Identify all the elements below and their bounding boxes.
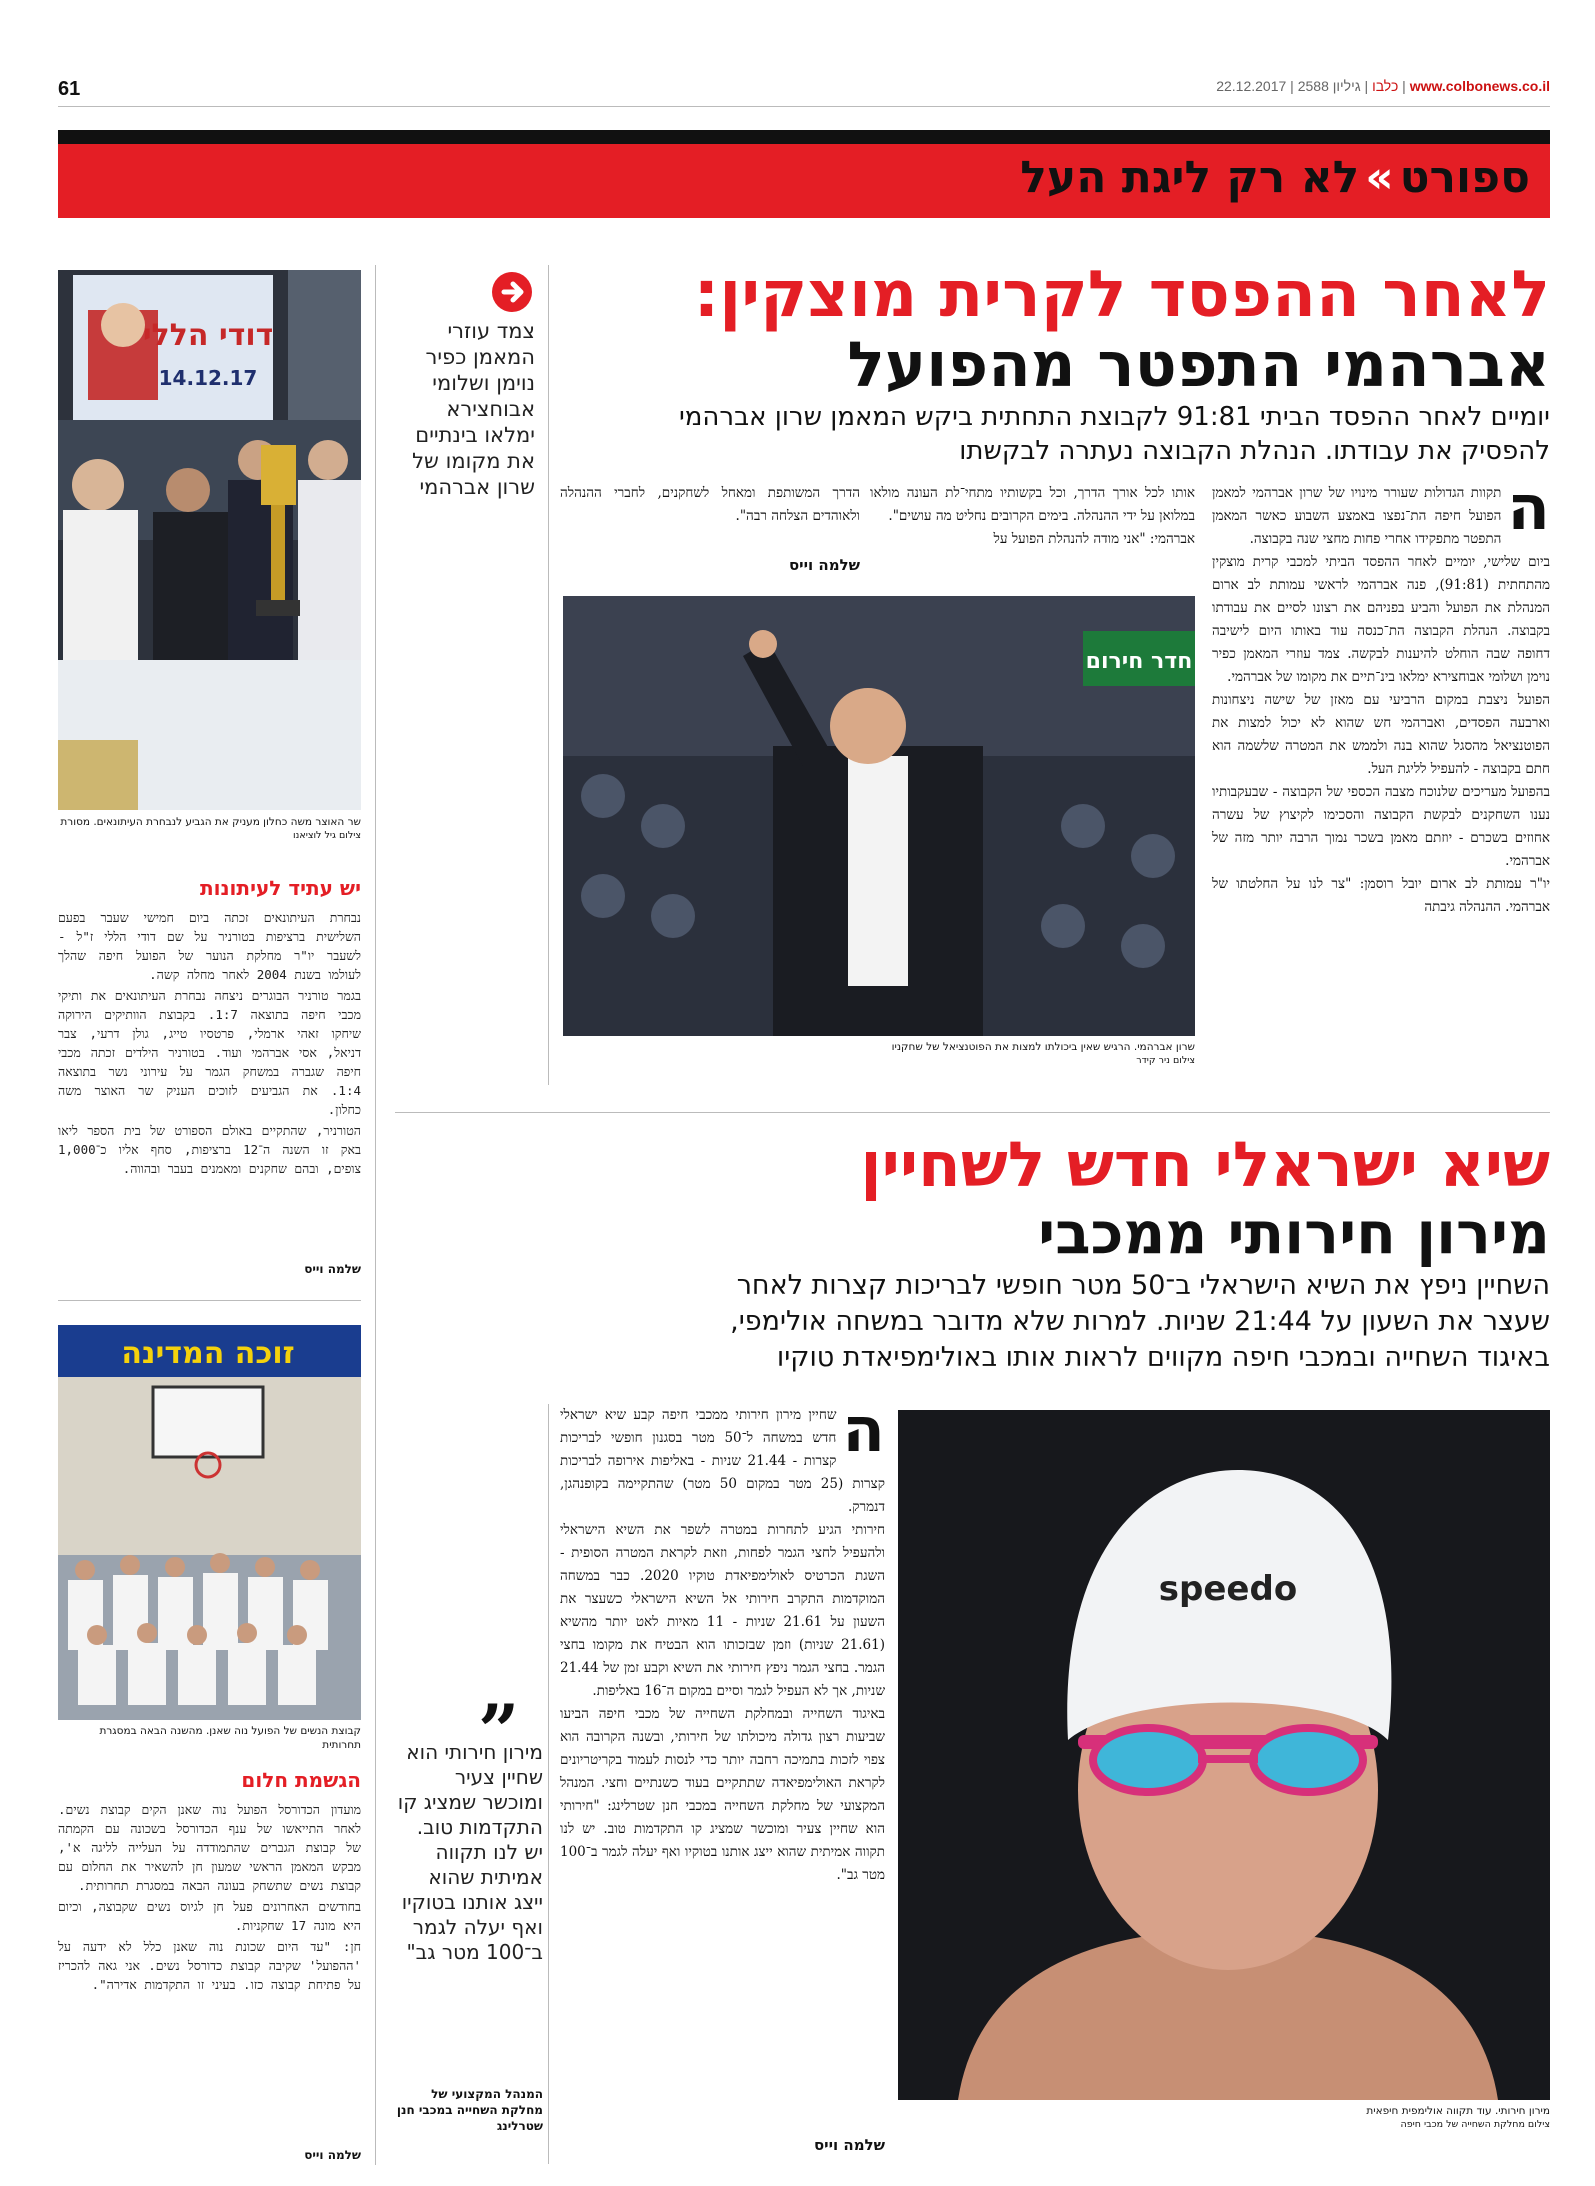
article1-column-2 <box>870 482 1195 551</box>
paragraph: שחיין מירון חירותי ממכבי חיפה קבע שיא ישראלי חדש במשחה ל־50 מטר בסגנון חופשי לבריכות קצרות - 21.44 שניות - באליפות אירופה לבריכות קצרות (25 מטר במקום 50 מטר) שהתקיימה בקופנהגן, דנמרק. <box>560 1407 885 1515</box>
gym-sign-text: זוכה המדינה <box>121 1336 295 1371</box>
paragraph: אותו לכל אורך הדרך, וכל בקשותיו מתחי־לת העונה מולאו במלואן על ידי ההנהלה. בימים הקרובים נחליט מה עושים". <box>870 485 1195 524</box>
quote-mark-icon: „ <box>479 1647 521 1732</box>
article2-photo-caption <box>898 2104 1550 2132</box>
caption-text: מירון חירותי. עוד תקווה אולימפית חיפאית <box>1366 2105 1550 2117</box>
article2-pull-quote: מירון חירותי הוא שחיין צעיר ומוכשר שמציג קו התקדמות טוב. יש לנו תקווה אמיתית שהוא ייצג אותנו בטוקיו ואף יעלה לגמר ב־100 מטר גב" <box>397 1740 543 1964</box>
section-title <box>1020 152 1530 203</box>
paragraph: ביום שלישי, יומיים לאחר ההפסד הביתי למכבי קרית מוצקין מהתחתית (91:81), פנה אברהמי לראשי עמותת לב ארום המנהלת את הפועל והביע בפניהם את רצונו לסיים את עבודתו בקבוצה. הנהלת הקבוצה הת־כנסה עוד באותו היום לישיבה דחופה שבה הוחלט להיענות לבקשה. צמד עוזרי המאמן כפיר נוימן ושלומי אבוחצירא ימלאו בינ־תיים את מקומו של אברהמי. <box>1212 554 1550 685</box>
sidebar2-heading: הגשמת חלום <box>241 1768 361 1792</box>
dropcap: ה <box>842 1393 885 1466</box>
paragraph: באיגוד השחייה ובמחלקת השחייה של מכבי חיפה הביעו שביעות רצון גדולה מיכולתו של חירותי, ובשנה הקרובה הוא צפוי לזכות בתמיכה רחבה יותר כדי לנסות לעמוד בקריטריונים לקראת האולימפיאדה שתתקיים בעוד כשנתיים וחצי. המנהל המקצועי של מחלקת השחייה במכבי חנן שטרלינג: "חירותי הוא שחיין צעיר ומוכשר שמציג קו התקדמות טוב. יש לנו תקווה אמיתית שהוא ייצג אותנו בטוקיו ואף יעלה לגמר ב־100 מטר גב". <box>560 1706 885 1883</box>
paragraph: הפועל ניצבת במקום הרביעי עם מאזן של שישה ניצחונות וארבעה הפסדים, ואברהמי חש שהוא לא יכול למצות את הפוטנציאל מהסגל שהוא בנה ולממש את המטרה שלשמה הוא חתם בקבוצה - להעפיל לליגת העל. <box>1212 692 1550 777</box>
paragraph: תקוות הגדולות שעורר מינויו של שרון אברהמי למאמן הפועל חיפה הת־נפצו באמצע השבוע כאשר המאמן התפטר מתפקידו אחרי פחות מחצי שנה בקבוצה. <box>1212 485 1502 547</box>
paragraph: בגמר טורניר הבוגרים ניצחה נבחרת העיתונאים את ותיקי מכבי חיפה בתוצאה 1:7. בקבוצת הוותיקים הירוקה שיחקו זאהי ארמלי, פרטסיו טייג, גולן דרעי, צבר דניאל, אסי אברהמי ועוד. בטורניר הילדים זכתה מכבי חיפה שגברה במשחק הגמר על עירוני נשר בתוצאה 1:4. את הגביעים לזוכים העניק שר האוצר משה כחלון. <box>58 988 361 1117</box>
article1-headline-black: אברהמי התפטר מהפועל <box>847 328 1550 401</box>
section-name: ספורט <box>1399 152 1530 203</box>
paragraph: הטורניר, שהתקיים באולם הספורט של בית הספר ליאו באק זו השנה ה־12 ברציפות, סחף אליו כ־1,000 צופים, ובהם שחקנים ומאמנים בעבר ובהווה. <box>58 1123 361 1176</box>
brand-name: כלבו <box>1372 78 1399 94</box>
sidebar1-byline: שלמה וייס <box>304 1262 361 1276</box>
womens-team-illustration <box>58 1325 361 1720</box>
lede-line: שעצר את השעון על 21:44 שניות. למרות שלא מדובר במשחה אולימפי, <box>730 1306 1550 1337</box>
lede-line: להפסיק את עבודתו. הנהלת הקבוצה נעתרה לבקשתו <box>959 436 1550 466</box>
sidebar1-photo <box>58 270 361 810</box>
article2-body <box>560 1393 885 1887</box>
section-banner <box>58 144 1550 218</box>
paragraph: חירותי הגיע לתחרות במטרה לשפר את השיא הישראלי ולהעפיל לחצי הגמר לפחות, וזאת לקראת המטרה הסופית - השגת הכרטיס לאולימפיאדת טוקיו 2020. כבר במשחה המוקדמות התקרב חירותי אל השיא הישראלי כשעצר את השעון על 21.61 שניות - 11 מאיות לאט יותר מהשיא (21.61 שניות) וזמן שבזכותו הוא הבטיח את מקומו בחצי הגמר. בחצי הגמר ניפץ חירותי את השיא וקבע זמן של 21.44 שניות, אך לא העפיל לגמר וסיים במקום ה־16 באליפות. <box>560 1522 885 1699</box>
sidebar2-photo <box>58 1325 361 1720</box>
header-divider <box>58 106 1550 107</box>
article2-pull-rule <box>548 1404 549 2164</box>
page-number: 61 <box>58 78 81 100</box>
paragraph: אברהמי: "אני מודה להנהלת הפועל על <box>993 531 1195 547</box>
article1-headline-red: לאחר ההפסד לקרית מוצקין: <box>693 258 1550 332</box>
lede-line: יומיים לאחר ההפסד הביתי 91:81 לקבוצת התחתית ביקש המאמן שרון אברהמי <box>678 402 1550 432</box>
header-info: www.colbonews.co.il | כלבו | גיליון 2588 | 22.12.2017 <box>1216 78 1550 94</box>
trophy-ceremony-illustration <box>58 270 361 810</box>
sidebar2-body <box>58 1800 361 1996</box>
article1-column-3 <box>560 482 860 528</box>
article2-headline-red: שיא ישראלי חדש לשחיין <box>860 1128 1550 1201</box>
section-subtitle: לא רק ליגת העל <box>1020 152 1360 203</box>
sidebar1-heading: יש עתיד לעיתונות <box>199 876 361 900</box>
paragraph: חן: "עד היום שכונת נוה שאנן כלל לא ידעה על 'ההפועל' שקיבה קבוצת כדורסל נשים. אני גאה להכריז על פתיחת קבוצה כזו. בעיני זו התקדמות אדירה". <box>58 1939 361 1992</box>
issue-number: גיליון 2588 <box>1297 78 1361 94</box>
article2-byline: שלמה וייס <box>813 2136 885 2154</box>
article1-lede <box>560 400 1550 468</box>
paragraph: בחודשים האחרונים פעל חן לגיוס נשים שקבוצה, וכיום היא מונה 17 שחקניות. <box>58 1899 361 1933</box>
chevrons-icon: » <box>1365 152 1394 203</box>
photo-credit: צילום ניר קידר <box>1136 1055 1195 1066</box>
caption-text: שרון אברהמי. הרגיש שאין ביכולתו למצות את הפוטנציאל של שחקניו <box>891 1041 1195 1053</box>
article2-photo <box>898 1410 1550 2100</box>
paragraph: בהפועל מעריכים שלנוכח מצבה הכספי של הקבוצה - שבעקבותיו נענו השחקנים לבקשת הקבוצה והסכימו לקיצוץ של עשרה אחוזים בשכרם - יוזתם מאמן בשכר נמוך הרבה יותר מזה של אברהמי. <box>1212 784 1550 869</box>
article1-pull-rule <box>548 265 549 1085</box>
article1-column-1 <box>1212 471 1550 919</box>
coach-photo-illustration <box>563 596 1195 1036</box>
exit-sign-text: חדר חירום <box>1085 649 1193 674</box>
article1-pull-quote: צמד עוזרי המאמן כפיר נוימן ושלומי אבוחצירא ימלאו בינתיים את מקומו של שרון אברהמי <box>412 319 535 499</box>
paragraph: נבחרת העיתונאים זכתה ביום חמישי שעבר בפעם השלישית ברציפות בטורניר על שם דודי הללי ז"ל - לשעבר יו"ר מחלקת הנוער של הפועל חיפה שהלך לעולמו בשנת 2004 לאחר מחלה קשה. <box>58 910 361 982</box>
sidebar2-byline: שלמה וייס <box>304 2148 361 2162</box>
article1-photo-caption <box>563 1040 1195 1068</box>
banner-date-text: 14.12.17 <box>158 366 258 390</box>
photo-credit: צילום מחלקת השחייה של מכבי חיפה <box>1400 2119 1550 2130</box>
section-banner-top-bar <box>58 130 1550 144</box>
paragraph: מועדון הכדורסל הפועל נוה שאנן הקים קבוצת נשים. לאחר התייאשו של ענף הכדורסל בשכונה עם הקמתה של קבוצת הגברים שהתמודדה על העלייה לליגה א', מבקש המאמן הראשי שמעון חן להשאיר את החלום עם קבוצת נשים שתשחק בעונה הבאה במסגרת תחרותית. <box>58 1802 361 1893</box>
paragraph: הדרך המשותפת ומאחל לשחקנים, לחברי ההנהלה ולאוהדים הצלחה רבה". <box>560 485 860 524</box>
article2-lede <box>395 1268 1550 1376</box>
article2-headline-black: מירון חירותי ממכבי <box>1038 1199 1550 1267</box>
article1-byline: שלמה וייס <box>788 556 860 574</box>
swimmer-photo-illustration <box>898 1410 1550 2100</box>
cap-logo-text: speedo <box>1158 1569 1298 1609</box>
sidebar1-body <box>58 908 361 1180</box>
sidebar-divider <box>58 1300 361 1301</box>
dropcap: ה <box>1507 471 1550 544</box>
issue-date: 22.12.2017 <box>1216 78 1287 94</box>
article2-pull-attribution: המנהל המקצועי של מחלקת השחייה במכבי חנן שטרלינג <box>396 2087 543 2133</box>
photo-credit: צילום גיל לוציאנו <box>292 830 361 841</box>
article1-photo <box>563 596 1195 1036</box>
sidebar-column-rule <box>375 265 376 2165</box>
caption-text: שר האוצר משה כחלון מעניק את הגביע לנבחרת העיתונאים. מסורת <box>60 816 361 828</box>
website-url[interactable]: www.colbonews.co.il <box>1409 78 1550 94</box>
paragraph: יו"ר עמותת לב ארום יובל רוסמן: "צר לנו על החלטתו של אברהמי. ההנהלה גיבתה <box>1212 876 1550 915</box>
lede-line: השחיין ניפץ את השיא הישראלי ב־50 מטר חופשי לבריכות קצרות לאחר <box>736 1270 1550 1301</box>
sidebar1-photo-caption <box>58 815 361 843</box>
article-divider <box>395 1112 1550 1113</box>
banner-name-text: דודי הללי <box>142 318 274 353</box>
lede-line: באיגוד השחייה ובמכבי חיפה מקווים לראות אותו באולימפיאדת טוקיו <box>776 1342 1550 1373</box>
sidebar2-photo-caption: קבוצת הנשים של הפועל נוה שאנן. מהשנה הבאה במסגרת תחרותית <box>99 1725 361 1751</box>
article1-arrow-icon <box>490 270 534 314</box>
